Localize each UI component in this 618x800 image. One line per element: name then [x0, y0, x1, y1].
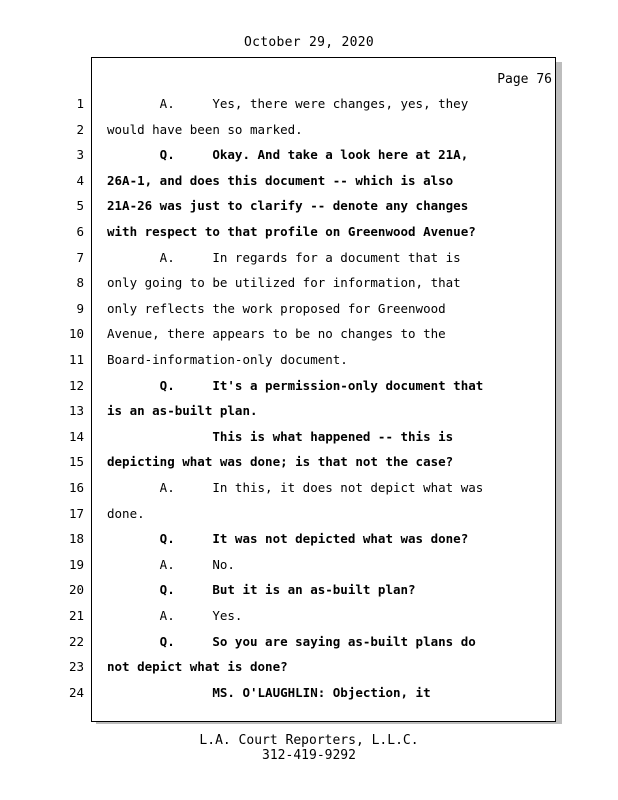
transcript-line: A. Yes, there were changes, yes, they [107, 96, 469, 111]
line-number: 15 [68, 454, 84, 469]
transcript-line: 26A-1, and does this document -- which is also [107, 173, 454, 188]
header-date: October 29, 2020 [243, 35, 375, 50]
transcript-line: would have been so marked. [107, 122, 303, 137]
line-number: 18 [68, 531, 84, 546]
line-number: 12 [68, 378, 84, 393]
transcript-line: A. In regards for a document that is [107, 250, 461, 265]
line-number: 17 [68, 506, 84, 521]
footer [0, 733, 618, 763]
transcript-line: A. No. [107, 557, 235, 572]
transcript-line: A. Yes. [107, 608, 243, 623]
footer-company: L.A. Court Reporters, L.L.C. [199, 733, 419, 748]
transcript-line: is an as-built plan. [107, 403, 258, 418]
line-number: 21 [68, 608, 84, 623]
transcript-line: A. In this, it does not depict what was [107, 480, 484, 495]
transcript-line: Q. It's a permission-only document that [107, 378, 484, 393]
page-number: Page 76 [497, 72, 552, 87]
line-number: 2 [76, 122, 84, 137]
line-number: 10 [68, 326, 84, 341]
line-number: 6 [76, 224, 84, 239]
line-number: 11 [68, 352, 84, 367]
transcript-line: depicting what was done; is that not the case? [107, 454, 454, 469]
transcript-line: 21A-26 was just to clarify -- denote any changes [107, 198, 469, 213]
transcript-line: This is what happened -- this is [107, 429, 454, 444]
transcript-line: not depict what is done? [107, 659, 288, 674]
transcript-line: done. [107, 506, 145, 521]
footer-phone: 312-419-9292 [262, 748, 356, 763]
line-number: 19 [68, 557, 84, 572]
line-number: 8 [76, 275, 84, 290]
line-number: 5 [76, 198, 84, 213]
transcript-line: Q. But it is an as-built plan? [107, 582, 416, 597]
transcript-line: MS. O'LAUGHLIN: Objection, it [107, 685, 431, 700]
line-number: 16 [68, 480, 84, 495]
transcript-line: Board-information-only document. [107, 352, 348, 367]
transcript-line: only reflects the work proposed for Greenwood [107, 301, 446, 316]
line-number: 24 [68, 685, 84, 700]
line-number: 9 [76, 301, 84, 316]
transcript-line: Q. So you are saying as-built plans do [107, 634, 476, 649]
line-number: 23 [68, 659, 84, 674]
line-number: 7 [76, 250, 84, 265]
transcript-line: with respect to that profile on Greenwood Avenue? [107, 224, 476, 239]
line-number: 14 [68, 429, 84, 444]
line-number: 4 [76, 173, 84, 188]
transcript-line: Q. Okay. And take a look here at 21A, [107, 147, 469, 162]
line-number: 22 [68, 634, 84, 649]
transcript-line: Q. It was not depicted what was done? [107, 531, 469, 546]
line-number: 1 [76, 96, 84, 111]
transcript-line: Avenue, there appears to be no changes to the [107, 326, 446, 341]
line-number: 13 [68, 403, 84, 418]
line-number: 20 [68, 582, 84, 597]
transcript-line: only going to be utilized for information, that [107, 275, 461, 290]
line-number: 3 [76, 147, 84, 162]
